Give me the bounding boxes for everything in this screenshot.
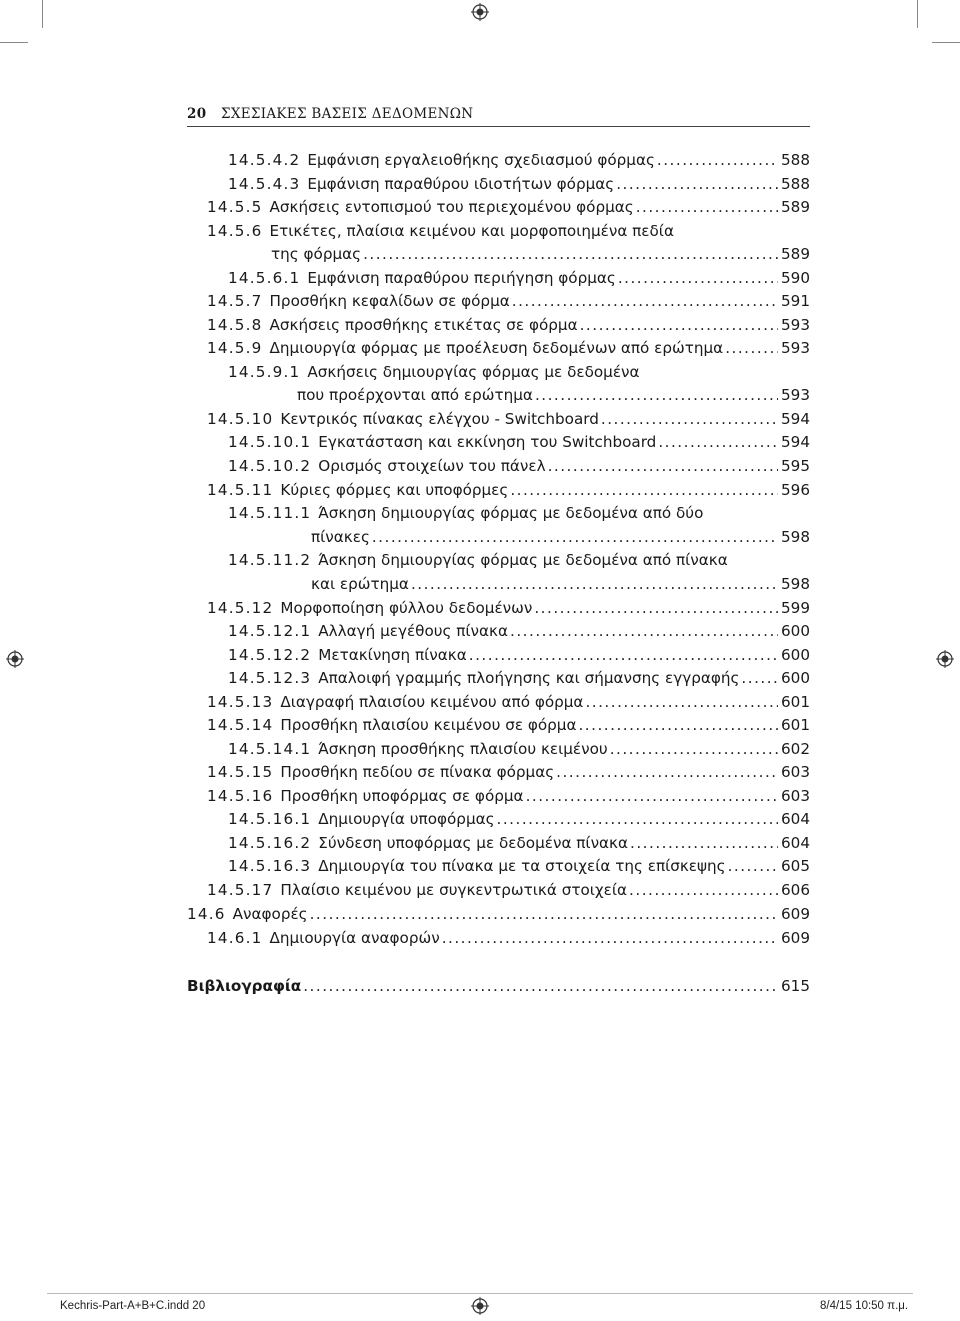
- toc-entry-page: 605: [781, 857, 810, 875]
- dot-leader: [601, 410, 778, 428]
- dot-leader: [526, 787, 778, 805]
- dot-leader: [658, 433, 778, 451]
- dot-leader: [510, 481, 778, 499]
- dot-leader: [303, 977, 778, 995]
- toc-entry-number: 14.5.4.3: [228, 175, 301, 193]
- toc-entry-title: Αναφορές: [232, 905, 308, 923]
- dot-leader: [741, 669, 778, 687]
- toc-entry: [228, 358, 810, 381]
- toc-entry-number: 14.5.11: [207, 481, 274, 499]
- dot-leader: [372, 528, 778, 546]
- toc-entry-title: που προέρχονται από ερώτημα: [297, 386, 533, 404]
- toc-entry: [228, 170, 810, 193]
- toc-entry-page: 609: [781, 929, 810, 947]
- toc-entry-title: Κεντρικός πίνακας ελέγχου - Switchboard: [280, 410, 599, 428]
- toc-entry-number: 14.5.12: [207, 599, 274, 617]
- toc-entry-number: 14.5.4.2: [228, 151, 301, 169]
- header-divider: [187, 126, 810, 127]
- toc-entry: [311, 523, 810, 546]
- toc-entry-title: και ερώτημα: [311, 575, 409, 593]
- toc-entry-title: Εγκατάσταση και εκκίνηση του Switchboard: [318, 433, 657, 451]
- dot-leader: [616, 175, 778, 193]
- toc-entry: [228, 735, 810, 758]
- toc-entry-number: 14.5.16.2: [228, 834, 312, 852]
- toc-entry-page: 594: [781, 410, 810, 428]
- header-page-number: 20: [187, 106, 207, 122]
- toc-entry-number: 14.5.13: [207, 693, 274, 711]
- running-header: [187, 106, 473, 122]
- toc-entry-number: 14.5.9.1: [228, 363, 301, 381]
- toc-entry: [297, 381, 810, 404]
- toc-entry-number: 14.5.16: [207, 787, 274, 805]
- toc-entry-title: Προσθήκη πεδίου σε πίνακα φόρμας: [280, 763, 555, 781]
- crop-mark: [42, 0, 43, 28]
- toc-entry: [207, 476, 810, 499]
- toc-entry-page: 588: [781, 151, 810, 169]
- toc-entry-page: 588: [781, 175, 810, 193]
- toc-entry-title: Προσθήκη υποφόρμας σε φόρμα: [280, 787, 524, 805]
- dot-leader: [534, 599, 778, 617]
- toc-entry: [207, 405, 810, 428]
- toc-entry: [207, 758, 810, 781]
- toc-entry-number: 14.5.12.3: [228, 669, 312, 687]
- toc-entry: [207, 311, 810, 334]
- toc-entry-title: Δημιουργία αναφορών: [269, 929, 440, 947]
- dot-leader: [363, 245, 778, 263]
- toc-entry: [207, 876, 810, 899]
- toc-entry-title: Πλαίσιο κειμένου με συγκεντρωτικά στοιχεία: [280, 881, 628, 899]
- dot-leader: [636, 198, 778, 216]
- crop-mark: [0, 42, 28, 43]
- toc-entry-page: 609: [781, 905, 810, 923]
- toc-entry-number: 14.5.12.1: [228, 622, 312, 640]
- footer-timestamp: 8/4/15 10:50 π.μ.: [820, 1300, 909, 1312]
- toc-entry-title: Άσκηση προσθήκης πλαισίου κειμένου: [318, 740, 608, 758]
- registration-mark-icon: [471, 3, 489, 21]
- dot-leader: [618, 269, 778, 287]
- toc-entry-title: πίνακες: [311, 528, 370, 546]
- toc-entry-number: 14.5.11.2: [228, 551, 312, 569]
- toc-entry-title: Σύνδεση υποφόρμας με δεδομένα πίνακα: [318, 834, 629, 852]
- toc-entry-title: Προσθήκη πλαισίου κειμένου σε φόρμα: [280, 716, 577, 734]
- toc-entry-number: 14.5.16.1: [228, 810, 312, 828]
- toc-entry-page: 600: [781, 646, 810, 664]
- toc-entry-page: 596: [781, 481, 810, 499]
- toc-entry-page: 599: [781, 599, 810, 617]
- dot-leader: [725, 339, 778, 357]
- toc-entry-page: 602: [781, 740, 810, 758]
- toc-entry: [228, 146, 810, 169]
- toc-entry: [228, 829, 810, 852]
- toc-entry-title: Ασκήσεις προσθήκης ετικέτας σε φόρμα: [269, 316, 578, 334]
- toc-entry-title: Εμφάνιση παραθύρου ιδιοτήτων φόρμας: [307, 175, 615, 193]
- toc-entry-number: 14.5.14: [207, 716, 274, 734]
- toc-entry-page: 593: [781, 339, 810, 357]
- toc-entry-title: Ορισμός στοιχείων του πάνελ: [318, 457, 546, 475]
- toc-entry-title: Μετακίνηση πίνακα: [318, 646, 467, 664]
- dot-leader: [630, 834, 778, 852]
- toc-entry-page: 589: [781, 245, 810, 263]
- toc-entry: [228, 805, 810, 828]
- toc-entry-title: Εμφάνιση εργαλειοθήκης σχεδιασμού φόρμας: [307, 151, 655, 169]
- toc-entry-title: Δημιουργία υποφόρμας: [318, 810, 495, 828]
- toc-entry-page: 593: [781, 316, 810, 334]
- dot-leader: [548, 457, 778, 475]
- toc-entry-number: 14.5.16.3: [228, 857, 312, 875]
- toc-entry-page: 601: [781, 693, 810, 711]
- toc-entry: [228, 428, 810, 451]
- toc-entry-number: 14.5.12.2: [228, 646, 312, 664]
- dot-leader: [657, 151, 778, 169]
- dot-leader: [585, 693, 778, 711]
- toc-entry-title: Ετικέτες, πλαίσια κειμένου και μορφοποιημένα πεδία: [269, 222, 674, 240]
- toc-entry-number: 14.5.7: [207, 292, 263, 310]
- toc-entry-page: 593: [781, 386, 810, 404]
- toc-entry-page: 603: [781, 787, 810, 805]
- toc-entry: [207, 688, 810, 711]
- toc-entry-title: Ασκήσεις δημιουργίας φόρμας με δεδομένα: [307, 363, 640, 381]
- toc-entry: [187, 900, 810, 923]
- toc-entry-number: 14.5.14.1: [228, 740, 312, 758]
- toc-entry-number: 14.5.15: [207, 763, 274, 781]
- toc-entry-number: 14.5.6: [207, 222, 263, 240]
- toc-entry-number: 14.5.10: [207, 410, 274, 428]
- toc-entry-title: Βιβλιογραφία: [187, 977, 302, 995]
- dot-leader: [469, 646, 778, 664]
- toc-entry-title: Κύριες φόρμες και υποφόρμες: [280, 481, 509, 499]
- toc-entry-number: 14.5.9: [207, 339, 263, 357]
- toc-entry-title: Προσθήκη κεφαλίδων σε φόρμα: [269, 292, 510, 310]
- dot-leader: [610, 740, 778, 758]
- footer-file-info: Kechris-Part-A+B+C.indd 20: [60, 1300, 206, 1312]
- toc-entry-number: 14.5.6.1: [228, 269, 301, 287]
- toc-entry: [271, 240, 810, 263]
- dot-leader: [578, 716, 778, 734]
- toc-entry-title: Άσκηση δημιουργίας φόρμας με δεδομένα από πίνακα: [318, 551, 728, 569]
- toc-entry-page: 603: [781, 763, 810, 781]
- toc-entry-number: 14.6.1: [207, 929, 263, 947]
- toc-entry-number: 14.5.10.2: [228, 457, 312, 475]
- toc-entry: [228, 852, 810, 875]
- crop-mark: [917, 0, 918, 28]
- dot-leader: [556, 763, 778, 781]
- toc-entry: [207, 193, 810, 216]
- toc-entry: [228, 664, 810, 687]
- toc-entry-page: 598: [781, 528, 810, 546]
- dot-leader: [310, 905, 778, 923]
- toc-entry-title: Δημιουργία φόρμας με προέλευση δεδομένων από ερώτημα: [269, 339, 724, 357]
- dot-leader: [535, 386, 778, 404]
- toc-entry-number: 14.5.10.1: [228, 433, 312, 451]
- toc-entry: [228, 264, 810, 287]
- toc-entry-number: 14.5.17: [207, 881, 274, 899]
- toc-entry-title: Μορφοποίηση φύλλου δεδομένων: [280, 599, 533, 617]
- toc-entry: [207, 924, 810, 947]
- toc-entry: [207, 287, 810, 310]
- toc-entry: [228, 499, 810, 522]
- toc-entry: [207, 782, 810, 805]
- crop-mark: [932, 42, 960, 43]
- toc-entry: [228, 546, 810, 569]
- toc-entry: [228, 641, 810, 664]
- dot-leader: [728, 857, 778, 875]
- toc-entry-page: 615: [781, 977, 810, 995]
- toc-entry-number: 14.6: [187, 905, 226, 923]
- toc-entry-title: Αλλαγή μεγέθους πίνακα: [318, 622, 509, 640]
- toc-entry-number: 14.5.8: [207, 316, 263, 334]
- registration-mark-icon: [6, 650, 24, 668]
- toc-entry-title: Άσκηση δημιουργίας φόρμας με δεδομένα από δύο: [318, 504, 704, 522]
- dot-leader: [497, 810, 778, 828]
- registration-mark-icon: [936, 650, 954, 668]
- toc-entry-page: 606: [781, 881, 810, 899]
- toc-entry-page: 601: [781, 716, 810, 734]
- dot-leader: [629, 881, 778, 899]
- dot-leader: [442, 929, 778, 947]
- toc-entry: [311, 570, 810, 593]
- toc-entry: [207, 334, 810, 357]
- toc-entry-page: 600: [781, 622, 810, 640]
- toc-entry-title: Δημιουργία του πίνακα με τα στοιχεία της επίσκεψης: [318, 857, 726, 875]
- toc-entry-page: 604: [781, 834, 810, 852]
- dot-leader: [580, 316, 778, 334]
- toc-entry-number: 14.5.5: [207, 198, 263, 216]
- toc-entry-page: 595: [781, 457, 810, 475]
- toc-entry: [228, 452, 810, 475]
- toc-entry-title: Εμφάνιση παραθύρου περιήγηση φόρμας: [307, 269, 616, 287]
- toc-entry-title: της φόρμας: [271, 245, 362, 263]
- header-title: ΣΧΕΣΙΑΚΕΣ ΒΑΣΕΙΣ ΔΕΔΟΜΕΝΩΝ: [220, 106, 474, 122]
- toc-entry-page: 600: [781, 669, 810, 687]
- dot-leader: [411, 575, 778, 593]
- dot-leader: [510, 622, 778, 640]
- toc-entry-page: 590: [781, 269, 810, 287]
- toc-entry-page: 594: [781, 433, 810, 451]
- toc-entry-title: Ασκήσεις εντοπισμού του περιεχομένου φόρμας: [269, 198, 634, 216]
- toc-entry-number: 14.5.11.1: [228, 504, 312, 522]
- toc-entry-title: Διαγραφή πλαισίου κειμένου από φόρμα: [280, 693, 584, 711]
- toc-entry: [207, 711, 810, 734]
- toc-entry-page: 604: [781, 810, 810, 828]
- bibliography-entry: [187, 972, 810, 995]
- toc-entry: [207, 217, 810, 240]
- toc-entry: [207, 594, 810, 617]
- toc-entry-page: 598: [781, 575, 810, 593]
- toc-entry: [228, 617, 810, 640]
- dot-leader: [512, 292, 778, 310]
- toc-entry-page: 591: [781, 292, 810, 310]
- toc-entry-page: 589: [781, 198, 810, 216]
- toc-entry-title: Απαλοιφή γραμμής πλοήγησης και σήμανσης εγγραφής: [318, 669, 740, 687]
